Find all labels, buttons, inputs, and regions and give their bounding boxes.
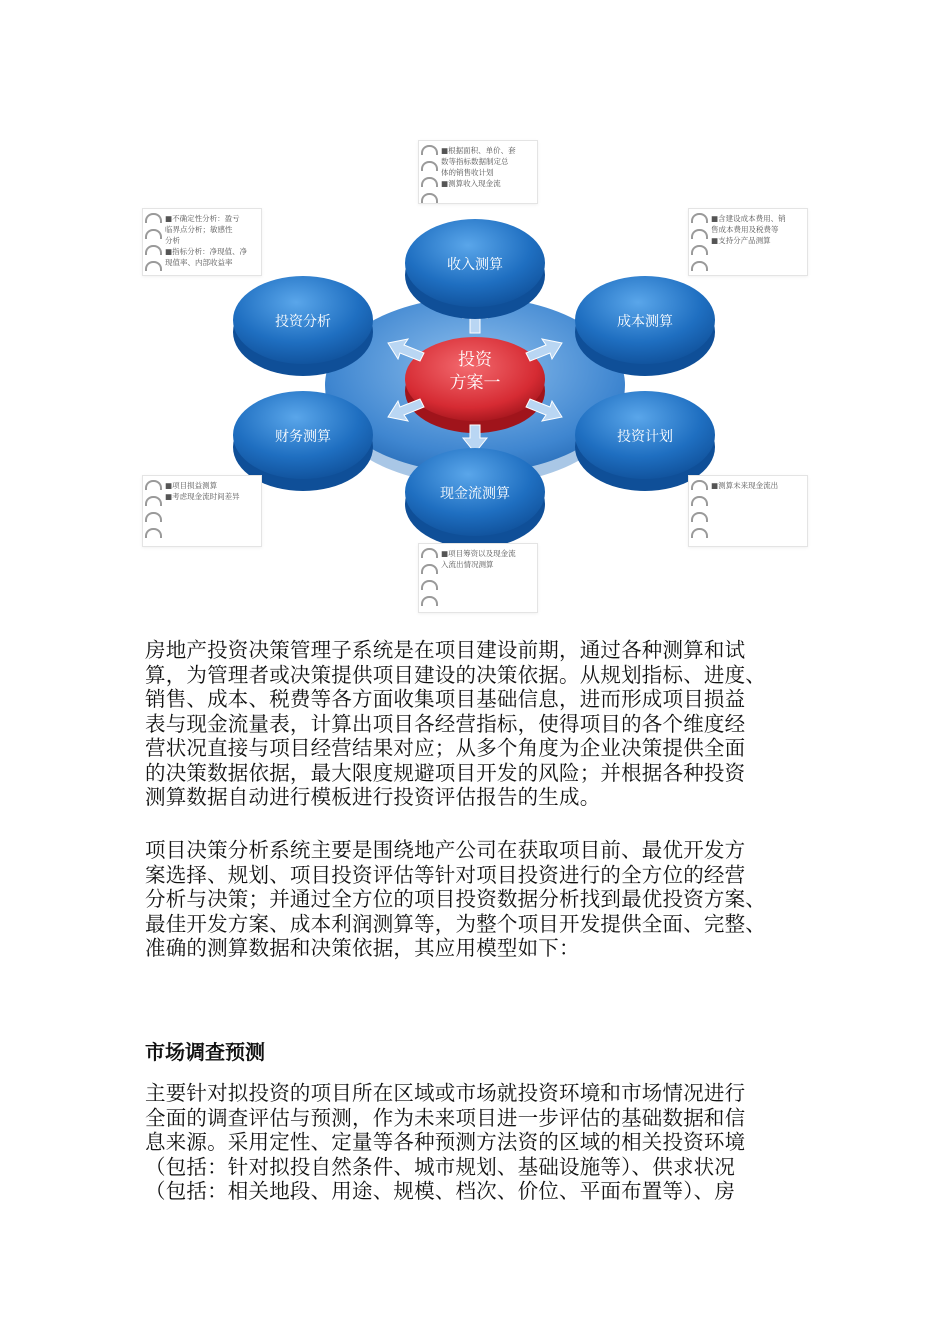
node-investment-analysis: 投资分析: [275, 314, 331, 330]
text-line: 测算数据自动进行模板进行投资评估报告的生成。: [145, 785, 601, 809]
note-line: ■测算未来现金流出: [711, 481, 779, 490]
note-line: 临界点分析；敏感性: [165, 225, 233, 234]
text-line: 房地产投资决策管理子系统是在项目建设前期，通过各种测算和试: [145, 638, 746, 662]
note-line: ■考虑现金流时间差异: [165, 492, 240, 501]
note-lower-left: [142, 475, 262, 547]
note-upper-right: [688, 208, 808, 276]
investment-decision-diagram: [140, 135, 810, 615]
note-line: 数等指标数据制定总: [441, 157, 509, 166]
text-line: （包括：相关地段、用途、规模、档次、价位、平面布置等）、房: [145, 1179, 736, 1203]
note-line: ■根据面积、单价、套: [441, 146, 516, 155]
text-line: 分析与决策；并通过全方位的项目投资数据分析找到最优投资方案、: [145, 887, 766, 911]
node-income: 收入测算: [447, 257, 503, 273]
text-line: 的决策数据依据，最大限度规避项目开发的风险；并根据各种投资: [145, 760, 746, 785]
note-top: [418, 140, 538, 204]
text-line: 销售、成本、税费等各方面收集项目基础信息，进而形成项目损益: [145, 687, 746, 711]
text-line: 准确的测算数据和决策依据，其应用模型如下：: [145, 936, 580, 960]
text-line: 项目决策分析系统主要是围绕地产公司在获取项目前、最优开发方: [145, 838, 746, 862]
note-line: 现值率、内部收益率: [165, 258, 233, 267]
text-line: 案选择、规划、项目投资评估等针对项目投资进行的全方位的经营: [145, 862, 746, 887]
text-line: （包括：针对拟投自然条件、城市规划、基础设施等）、供求状况: [145, 1154, 736, 1179]
note-bottom: [418, 543, 538, 613]
text-line: 主要针对拟投资的项目所在区域或市场就投资环境和市场情况进行: [145, 1081, 746, 1105]
note-line: 售成本费用及税费等: [711, 225, 779, 234]
section-heading: 市场调查预测: [145, 1040, 265, 1064]
text-line: 表与现金流量表，计算出项目各经营指标，使得项目的各个维度经: [145, 711, 746, 736]
text-line: 算，为管理者或决策提供项目建设的决策依据。从规划指标、进度、: [145, 662, 766, 687]
node-cashflow: 现金流测算: [440, 486, 510, 502]
note-line: ■指标分析：净现值、净: [165, 247, 248, 256]
note-line: ■项目损益测算: [165, 481, 218, 490]
paragraph-market-survey: [145, 1081, 815, 1204]
note-line: ■不确定性分析：盈亏: [165, 214, 240, 223]
center-label-line2: 方案一: [449, 373, 501, 393]
text-line: 息来源。采用定性、定量等各种预测方法资的区域的相关投资环境: [145, 1130, 746, 1154]
note-line: 分析: [165, 236, 180, 245]
note-line: ■支持分产品测算: [711, 236, 771, 245]
node-investment-plan: 投资计划: [617, 429, 673, 445]
paragraph-system: [145, 838, 815, 961]
note-line: ■项目筹资以及现金流: [441, 549, 516, 558]
note-line: 体的销售收计划: [441, 168, 494, 177]
note-line: ■测算收入现金流: [441, 179, 501, 188]
note-lower-right: [688, 475, 808, 547]
paragraph-intro: [145, 638, 815, 810]
node-finance: 财务测算: [275, 429, 331, 445]
note-line: ■含建设成本费用、销: [711, 214, 786, 223]
note-line: 入流出情况测算: [441, 560, 494, 569]
center-label-line1: 投资: [458, 350, 492, 370]
text-line: 最佳开发方案、成本利润测算等，为整个项目开发提供全面、完整、: [145, 911, 766, 936]
node-cost: 成本测算: [617, 314, 673, 330]
text-line: 全面的调查评估与预测，作为未来项目进一步评估的基础数据和信: [145, 1105, 746, 1130]
text-line: 营状况直接与项目经营结果对应；从多个角度为企业决策提供全面: [145, 736, 746, 760]
note-upper-left: [142, 208, 262, 276]
